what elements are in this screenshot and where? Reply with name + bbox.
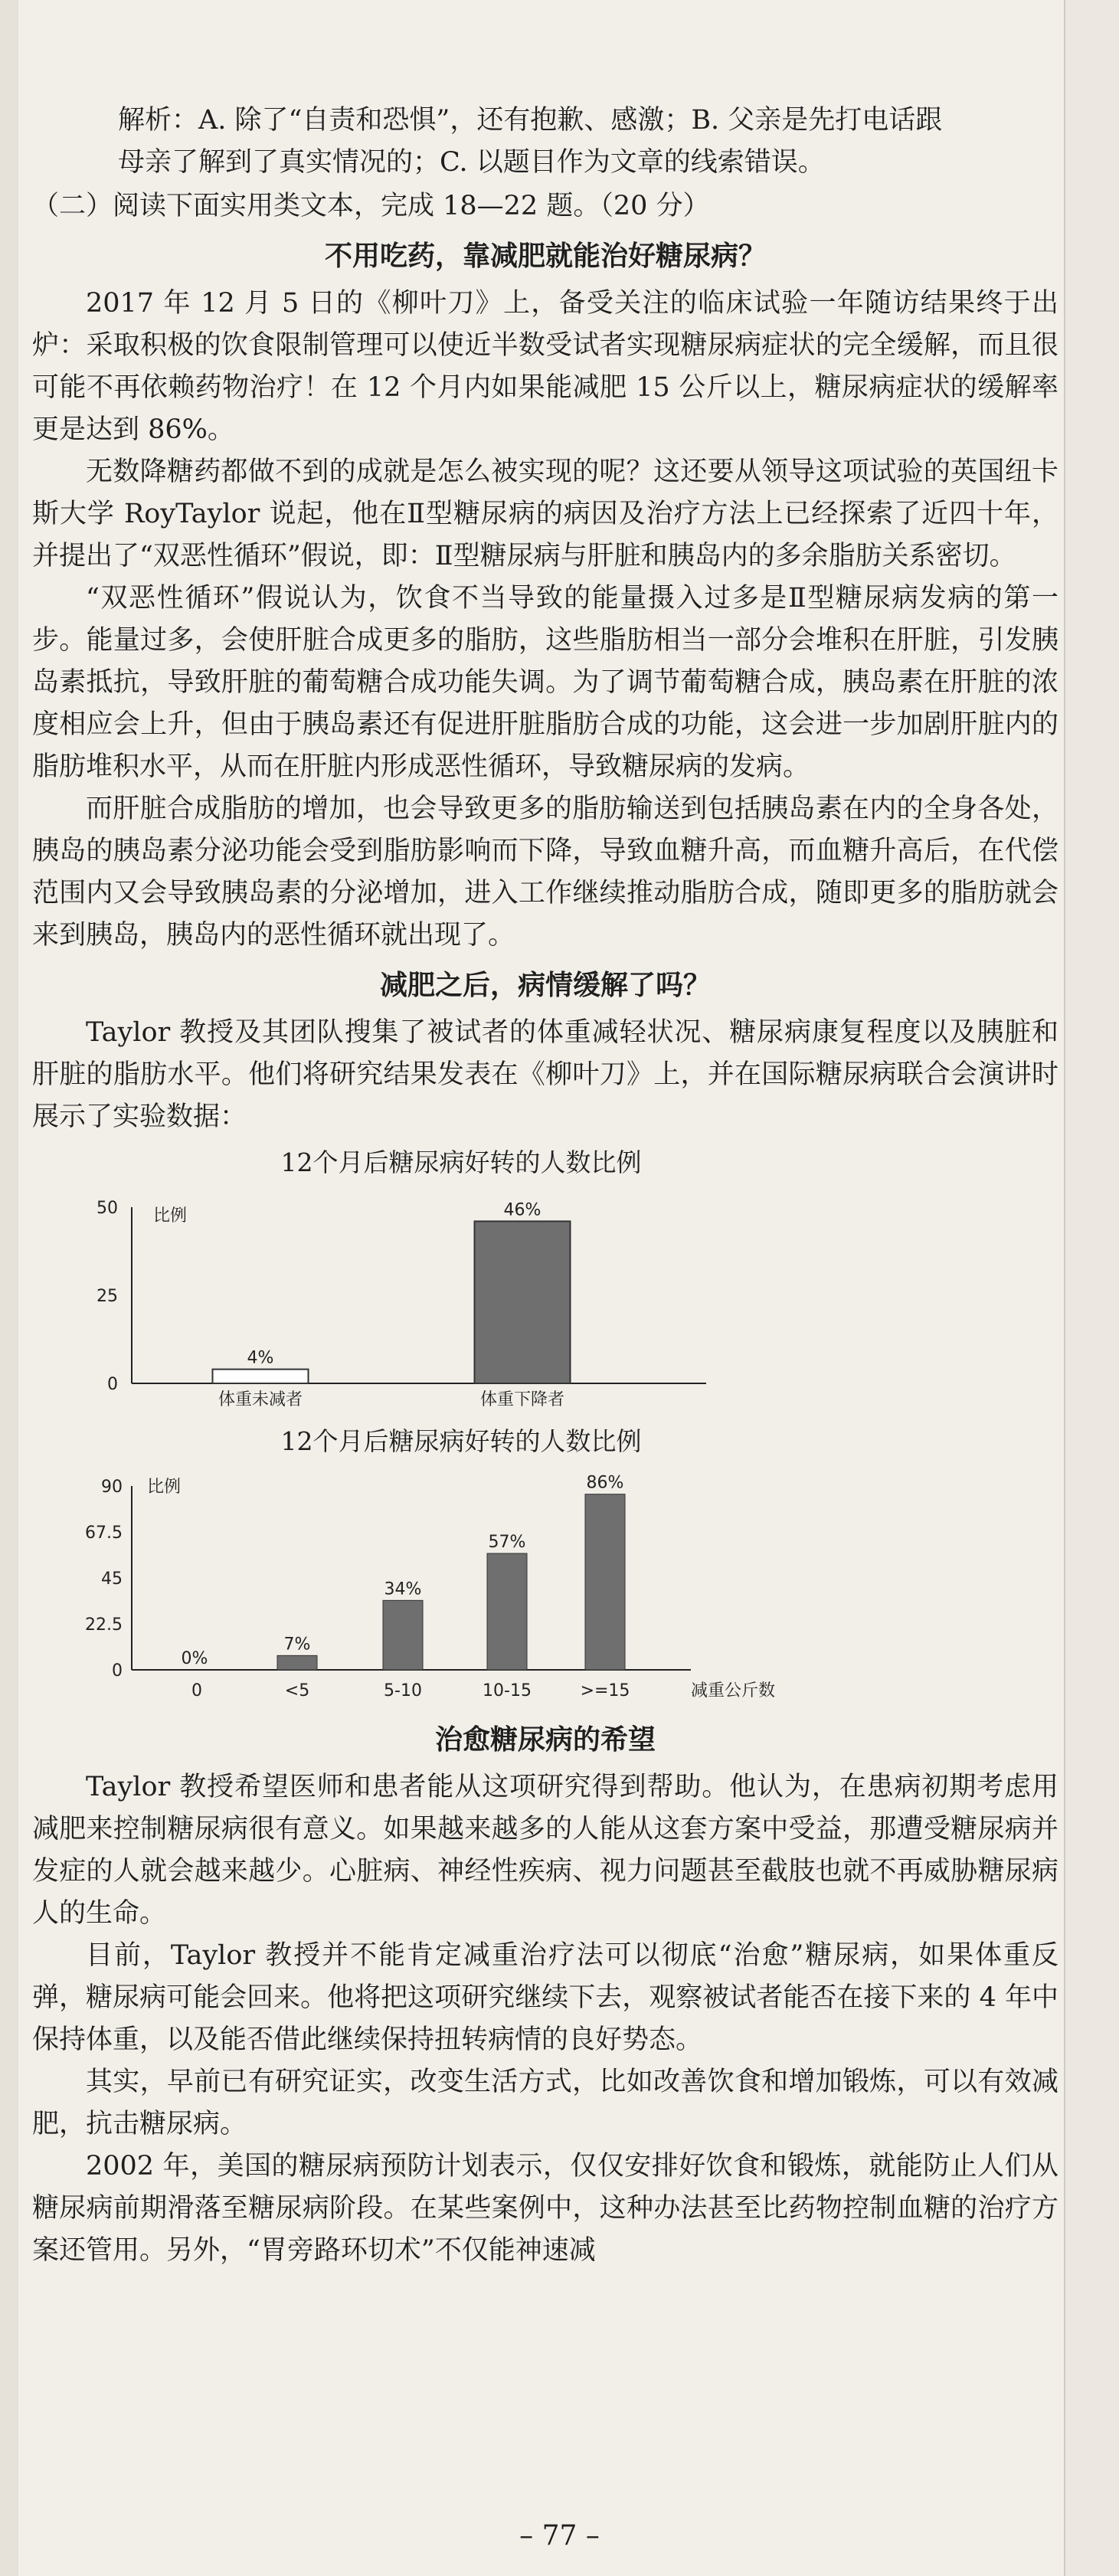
paragraph: 目前，Taylor 教授并不能肯定减重治疗法可以彻底“治愈”糖尿病，如果体重反弹，糖尿病可能会回来。他将把这项研究继续下去，观察被试者能否在接下来的 4 年中保持体重，以及能否借此继续保持扭转病情的良好势态。 <box>32 1940 1058 2055</box>
section-heading: 减肥之后，病情缓解了吗？ <box>379 970 711 1001</box>
data-label: 34% <box>384 1579 422 1599</box>
page-left-edge <box>0 0 18 2576</box>
section-heading: 治愈糖尿病的希望 <box>434 1724 656 1756</box>
data-label: 7% <box>283 1635 311 1655</box>
y-tick-label: 67.5 <box>85 1524 123 1543</box>
x-axis-label: 减重公斤数 <box>691 1681 776 1700</box>
bar <box>277 1655 317 1670</box>
paragraph: 2002 年，美国的糖尿病预防计划表示，仅仅安排好饮食和锻炼，就能防止人们从糖尿病前期滑落至糖尿病阶段。在某些案例中，这种办法甚至比药物控制血糖的治疗方案还管用。另外，“胃旁路环切术”不仅能神速减 <box>32 2151 1058 2266</box>
x-tick-label: 0 <box>191 1681 202 1700</box>
data-label: 86% <box>586 1473 624 1493</box>
paragraph: Taylor 教授希望医师和患者能从这项研究得到帮助。他认为，在患病初期考虑用减肥来控制糖尿病很有意义。如果越来越多的人能从这套方案中受益，那遭受糖尿病并发症的人就会越来越少。心脏病、神经性疾病、视力问题甚至截肢也就不再威胁糖尿病人的生命。 <box>32 1772 1058 1929</box>
paragraph: “双恶性循环”假说认为，饮食不当导致的能量摄入过多是Ⅱ型糖尿病发病的第一步。能量过多，会使肝脏合成更多的脂肪，这些脂肪相当一部分会堆积在肝脏，引发胰岛素抵抗，导致肝脏的葡萄糖合成功能失调。为了调节葡萄糖合成，胰岛素在肝脏的浓度相应会上升，但由于胰岛素还有促进肝脏脂肪合成的功能，这会进一步加剧肝脏内的脂肪堆积水平，从而在肝脏内形成恶性循环，导致糖尿病的发病。 <box>32 583 1058 782</box>
bar-chart-1 <box>32 1184 1058 1414</box>
data-label: 4% <box>247 1348 274 1368</box>
analysis-line: 解析：A. 除了“自责和恐惧”，还有抱歉、感激；B. 父亲是先打电话跟 <box>118 105 943 136</box>
bar <box>475 1221 571 1383</box>
y-axis-label: 比例 <box>147 1478 182 1497</box>
chart-title: 12个月后糖尿病好转的人数比例 <box>280 1147 642 1177</box>
paragraph: Taylor 教授及其团队搜集了被试者的体重减轻状况、糖尿病康复程度以及胰脏和肝脏的脂肪水平。他们将研究结果发表在《柳叶刀》上，并在国际糖尿病联合会演讲时展示了实验数据： <box>32 1017 1058 1132</box>
y-tick-label: 0 <box>107 1375 118 1394</box>
x-tick-label: >=15 <box>580 1681 630 1700</box>
data-label: 0% <box>181 1649 208 1668</box>
x-tick-label: 10-15 <box>483 1681 532 1700</box>
paragraph: 其实，早前已有研究证实，改变生活方式，比如改善饮食和增加锻炼，可以有效减肥，抗击糖尿病。 <box>32 2067 1058 2139</box>
bar <box>383 1600 423 1670</box>
paragraph: 而肝脏合成脂肪的增加，也会导致更多的脂肪输送到包括胰岛素在内的全身各处，胰岛的胰岛素分泌功能会受到脂肪影响而下降，导致血糖升高，而血糖升高后，在代偿范围内又会导致胰岛素的分泌增加，进入工作继续推动脂肪合成，随即更多的脂肪就会来到胰岛，胰岛内的恶性循环就出现了。 <box>32 794 1058 951</box>
page-number: – 77 – <box>519 2520 600 2551</box>
y-axis-label: 比例 <box>153 1206 188 1226</box>
x-tick-label: 体重下降者 <box>479 1390 565 1409</box>
section-instruction: （二）阅读下面实用类文本，完成 18—22 题。（20 分） <box>32 191 710 221</box>
bar-chart-2 <box>32 1463 1058 1708</box>
article-title: 不用吃药，靠减肥就能治好糖尿病？ <box>324 241 766 272</box>
bar <box>585 1494 625 1670</box>
paragraph: 无数降糖药都做不到的成就是怎么被实现的呢？这还要从领导这项试验的英国纽卡斯大学 RoyTaylor 说起，他在Ⅱ型糖尿病的病因及治疗方法上已经探索了近四十年，并提出了“双恶性循环”假说，即：Ⅱ型糖尿病与肝脏和胰岛内的多余脂肪关系密切。 <box>32 457 1058 571</box>
x-tick-label: 5-10 <box>384 1681 422 1700</box>
y-tick-label: 22.5 <box>85 1615 123 1635</box>
page-right-edge <box>1064 0 1119 2576</box>
y-tick-label: 25 <box>97 1287 118 1306</box>
document-body <box>32 100 1058 2272</box>
x-tick-label: <5 <box>284 1681 310 1700</box>
y-tick-label: 0 <box>112 1661 123 1681</box>
bar <box>487 1553 527 1670</box>
y-tick-label: 50 <box>97 1199 118 1218</box>
chart-title: 12个月后糖尿病好转的人数比例 <box>280 1426 642 1456</box>
x-tick-label: 体重未减者 <box>218 1390 303 1409</box>
analysis-line: 母亲了解到了真实情况的；C. 以题目作为文章的线索错误。 <box>118 147 825 178</box>
paragraph: 2017 年 12 月 5 日的《柳叶刀》上，备受关注的临床试验一年随访结果终于出炉：采取积极的饮食限制管理可以使近半数受试者实现糖尿病症状的完全缓解，而且很可能不再依赖药物治疗！在 12 个月内如果能减肥 15 公斤以上，糖尿病症状的缓解率更是达到 86%。 <box>32 288 1058 445</box>
data-label: 46% <box>503 1200 542 1220</box>
y-tick-label: 90 <box>101 1478 123 1497</box>
y-tick-label: 45 <box>101 1569 123 1589</box>
data-label: 57% <box>488 1533 526 1552</box>
bar <box>213 1370 309 1383</box>
